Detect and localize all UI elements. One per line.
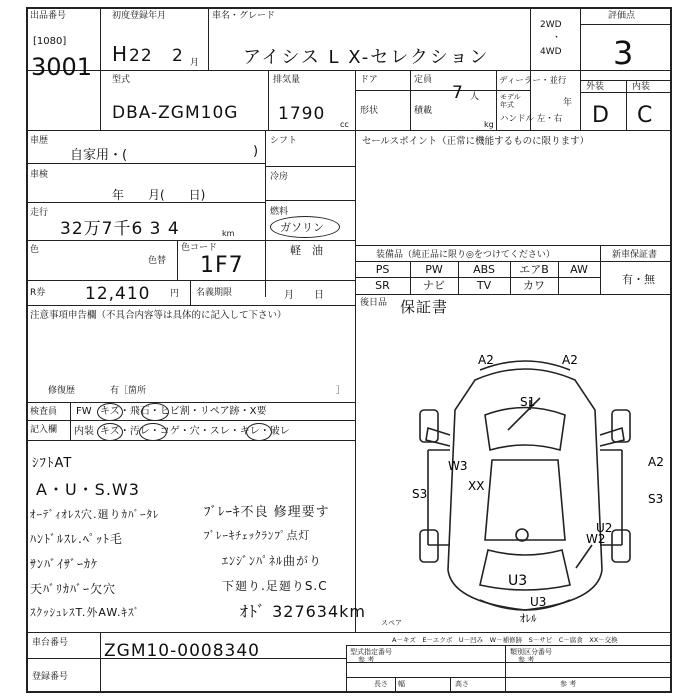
disp-unit: cc [340, 120, 349, 129]
first-reg-month: 2 [172, 46, 184, 66]
divider [580, 7, 581, 130]
divider [100, 7, 101, 130]
int-items: キズ・汚レ・コゲ・穴・スレ・キレ・破レ [100, 426, 290, 437]
mark-a2-side: A2 [648, 455, 664, 469]
capacity-unit: 人 [470, 92, 480, 102]
divider [355, 90, 530, 91]
handle-label: ハンドル 左・右 [500, 114, 563, 124]
color-code-label: 色コード [181, 243, 218, 253]
dealer-label: ディーラー・並行 [499, 76, 567, 86]
r-label: R券 [30, 288, 46, 298]
after-value: 保証書 [400, 298, 449, 316]
mark-circle [97, 403, 123, 421]
score-label: 評価点 [608, 11, 636, 21]
divider [600, 245, 601, 294]
class-label: 類別区分番号 [510, 648, 552, 656]
capacity-value: 7 [452, 83, 464, 103]
title-value: 月 日 [284, 290, 324, 301]
mileage-unit: km [222, 229, 235, 238]
mark-xx: XX [468, 479, 485, 493]
divider [100, 632, 101, 693]
first-reg-year: 22 [129, 46, 153, 66]
spare-label: スペア [381, 619, 402, 627]
year-unit: 年 [563, 98, 573, 108]
usage-close: ) [253, 144, 259, 159]
divider [265, 200, 355, 201]
mark-u3: U3 [508, 573, 528, 589]
option-ps: PS [375, 263, 390, 276]
ref-label-1: 参 考 [358, 656, 375, 664]
int-label: 内装 [632, 82, 651, 92]
remark-1: ｼﾌﾄAT [32, 456, 73, 471]
model-label: 型式 [112, 75, 131, 85]
divider [265, 130, 266, 297]
month-suffix: 月 [190, 58, 200, 68]
remark-5: ｻﾝﾊﾞｲｻﾞｰｶｹ [30, 557, 99, 571]
option-aw: AW [570, 263, 588, 276]
length-label: 長さ [374, 680, 388, 688]
remark-3: ｵｰﾃﾞｨｵﾚｽ穴.廻りｶﾊﾞｰﾀﾚ [30, 508, 160, 521]
divider [26, 440, 355, 441]
color-code-value: 1F7 [200, 253, 244, 278]
mark-circle [97, 423, 123, 441]
lot-number: 3001 [31, 53, 93, 81]
lot-code: [1080] [33, 36, 67, 47]
remark-6: 天ﾊﾞﾘｶﾊﾞｰ欠穴 [30, 582, 117, 596]
divider [346, 662, 672, 663]
divider [26, 70, 672, 71]
divider [355, 297, 356, 402]
drive-2wd: 2WD [540, 20, 562, 30]
divider [580, 80, 672, 81]
disp-label: 排気量 [273, 75, 301, 85]
warranty-value: 有・無 [622, 273, 655, 286]
notes-label: 注意事項申告欄（不具合内容等は具体的に記入して下さい） [30, 310, 287, 321]
r-value: 12,410 [85, 284, 151, 304]
remark-4: ﾊﾝﾄﾞﾙｽﾚ.ﾍﾟｯﾄ毛 [30, 532, 123, 546]
diagram-legend: A－キズ E－エクボ U－凹み W－補修跡 S－サビ C－腐食 XX－交換 [392, 636, 618, 644]
load-unit: kg [484, 120, 494, 129]
divider [26, 402, 355, 403]
door-label: ドア [360, 75, 378, 85]
inspector-label-1: 検査員 [30, 407, 58, 417]
usage-value: 自家用・( [70, 148, 128, 163]
car-damage-diagram [380, 340, 670, 630]
drive-4wd: 4WD [540, 47, 562, 57]
divider [450, 677, 451, 693]
score-value: 3 [613, 34, 635, 72]
divider [26, 240, 355, 241]
drive-dot: ・ [552, 33, 562, 43]
mark-s3-right: S3 [648, 492, 664, 506]
inspect-value: 年 月( 日) [112, 188, 206, 202]
mark-oru: ｵﾚﾙ [520, 612, 537, 625]
divider [265, 166, 355, 167]
chassis-label: 車台番号 [32, 638, 69, 648]
divider [346, 645, 347, 693]
divider [190, 280, 191, 305]
divider [496, 70, 497, 130]
model-year-label: モデル 年式 [500, 93, 521, 109]
divider [346, 645, 672, 646]
mark-a2-left: A2 [478, 353, 494, 367]
mark-a2-right: A2 [562, 353, 578, 367]
repair-close: ］ [336, 386, 346, 396]
fuel-label: 燃料 [270, 207, 289, 217]
repair-value: 有［箇所 [110, 386, 147, 396]
inspector-label-2: 記入欄 [30, 425, 58, 435]
fuel-gas: ガソリン [280, 221, 324, 234]
designation-label: 型式指定番号 [350, 648, 392, 656]
shape-label: 形状 [360, 106, 379, 116]
model-value: DBA-ZGM10G [112, 103, 239, 123]
mark-s1: S1 [520, 395, 536, 409]
fw-items: キズ・飛石・ヒビ割・リペア跡・X要 [100, 406, 267, 417]
name-label: 車名・グレード [212, 11, 276, 21]
reg-label: 登録番号 [32, 672, 69, 682]
mark-w3: W3 [448, 459, 468, 473]
remark-7-right: ｵﾄﾞ 327634km [240, 602, 367, 621]
int-grade: C [637, 103, 654, 128]
ref-label-2: 参 考 [518, 656, 535, 664]
remark-4-right: ﾌﾞﾚｰｷﾁｪｯｸﾗﾝﾌﾟ点灯 [204, 529, 311, 542]
divider [208, 7, 209, 70]
usage-label: 車歴 [30, 136, 49, 146]
divider [410, 70, 411, 130]
option-sr: SR [375, 279, 390, 292]
remark-6-right: 下廻り.足廻りS.C [222, 579, 328, 593]
ext-grade: D [592, 103, 610, 128]
chassis-value: ZGM10-0008340 [104, 641, 260, 661]
option-tv: TV [476, 279, 492, 292]
fuel-diesel: 軽 油 [290, 244, 323, 257]
options-label: 装備品（純正品に限り◎をつけてください） [376, 250, 555, 260]
option-leather: カワ [523, 279, 545, 292]
repair-label: 修復歴 [48, 386, 76, 396]
option-pw: PW [425, 263, 443, 276]
option-airbag: エアB [519, 263, 549, 276]
mark-u3-b: U3 [530, 595, 547, 609]
remark-2: A・U・S.W3 [36, 480, 140, 499]
divider [70, 402, 71, 440]
capacity-label: 定員 [414, 75, 433, 85]
color-label: 色 [30, 245, 40, 255]
divider [505, 645, 506, 677]
sales-label: セールスポイント（正常に機能するものに限ります） [362, 136, 590, 147]
int-inspect-label: 内装 [74, 426, 94, 437]
width-label: 幅 [398, 680, 405, 688]
remark-7: ｽｸｯｼｭﾚｽT.外AW.ｷｽﾞ [30, 606, 140, 619]
divider [626, 80, 627, 130]
ext-label: 外装 [586, 82, 605, 92]
divider [268, 70, 269, 130]
ref-label-3: 参 考 [560, 680, 577, 688]
option-abs: ABS [473, 263, 495, 276]
name-value: アイシス L X-セレクション [243, 47, 490, 68]
inspect-label: 車検 [30, 170, 49, 180]
divider [355, 245, 672, 246]
r-unit: 円 [170, 289, 180, 299]
mark-w2: W2 [586, 532, 606, 546]
height-label: 高さ [455, 680, 469, 688]
divider [395, 677, 396, 693]
mark-circle [246, 423, 272, 441]
mark-circle [139, 423, 167, 441]
divider [355, 294, 672, 295]
divider [505, 677, 506, 693]
fw-label: FW [76, 406, 92, 417]
warranty-label: 新車保証書 [612, 250, 658, 260]
divider [26, 305, 355, 306]
mark-u2: U2 [596, 521, 613, 535]
recolor-label: 色替 [148, 256, 167, 266]
divider [26, 420, 355, 421]
mark-circle [141, 403, 169, 421]
after-label: 後日品 [360, 298, 388, 308]
divider [26, 632, 672, 633]
mark-s3-left: S3 [412, 487, 428, 501]
mileage-value: 32万7千6 3 4 [60, 219, 180, 239]
divider [530, 7, 531, 130]
ac-label: 冷房 [270, 172, 289, 182]
lot-label: 出品番号 [30, 11, 67, 21]
divider [355, 402, 356, 632]
mileage-label: 走行 [30, 208, 49, 218]
divider [100, 130, 672, 131]
first-reg-era: H [112, 42, 129, 66]
title-label: 名義期限 [196, 288, 233, 298]
shift-label: シフト [270, 136, 298, 146]
remark-5-right: ｴﾝｼﾞﾝﾊﾟﾈﾙ曲がり [222, 554, 323, 568]
remark-3-right: ﾌﾞﾚｰｷ不良 修理要す [204, 505, 330, 520]
disp-value: 1790 [278, 104, 326, 124]
divider [26, 163, 265, 164]
divider [26, 130, 100, 131]
divider [177, 240, 178, 280]
load-label: 積載 [414, 106, 433, 116]
first-reg-label: 初度登録年月 [112, 11, 167, 21]
option-navi: ナビ [423, 279, 445, 292]
divider [580, 24, 672, 25]
